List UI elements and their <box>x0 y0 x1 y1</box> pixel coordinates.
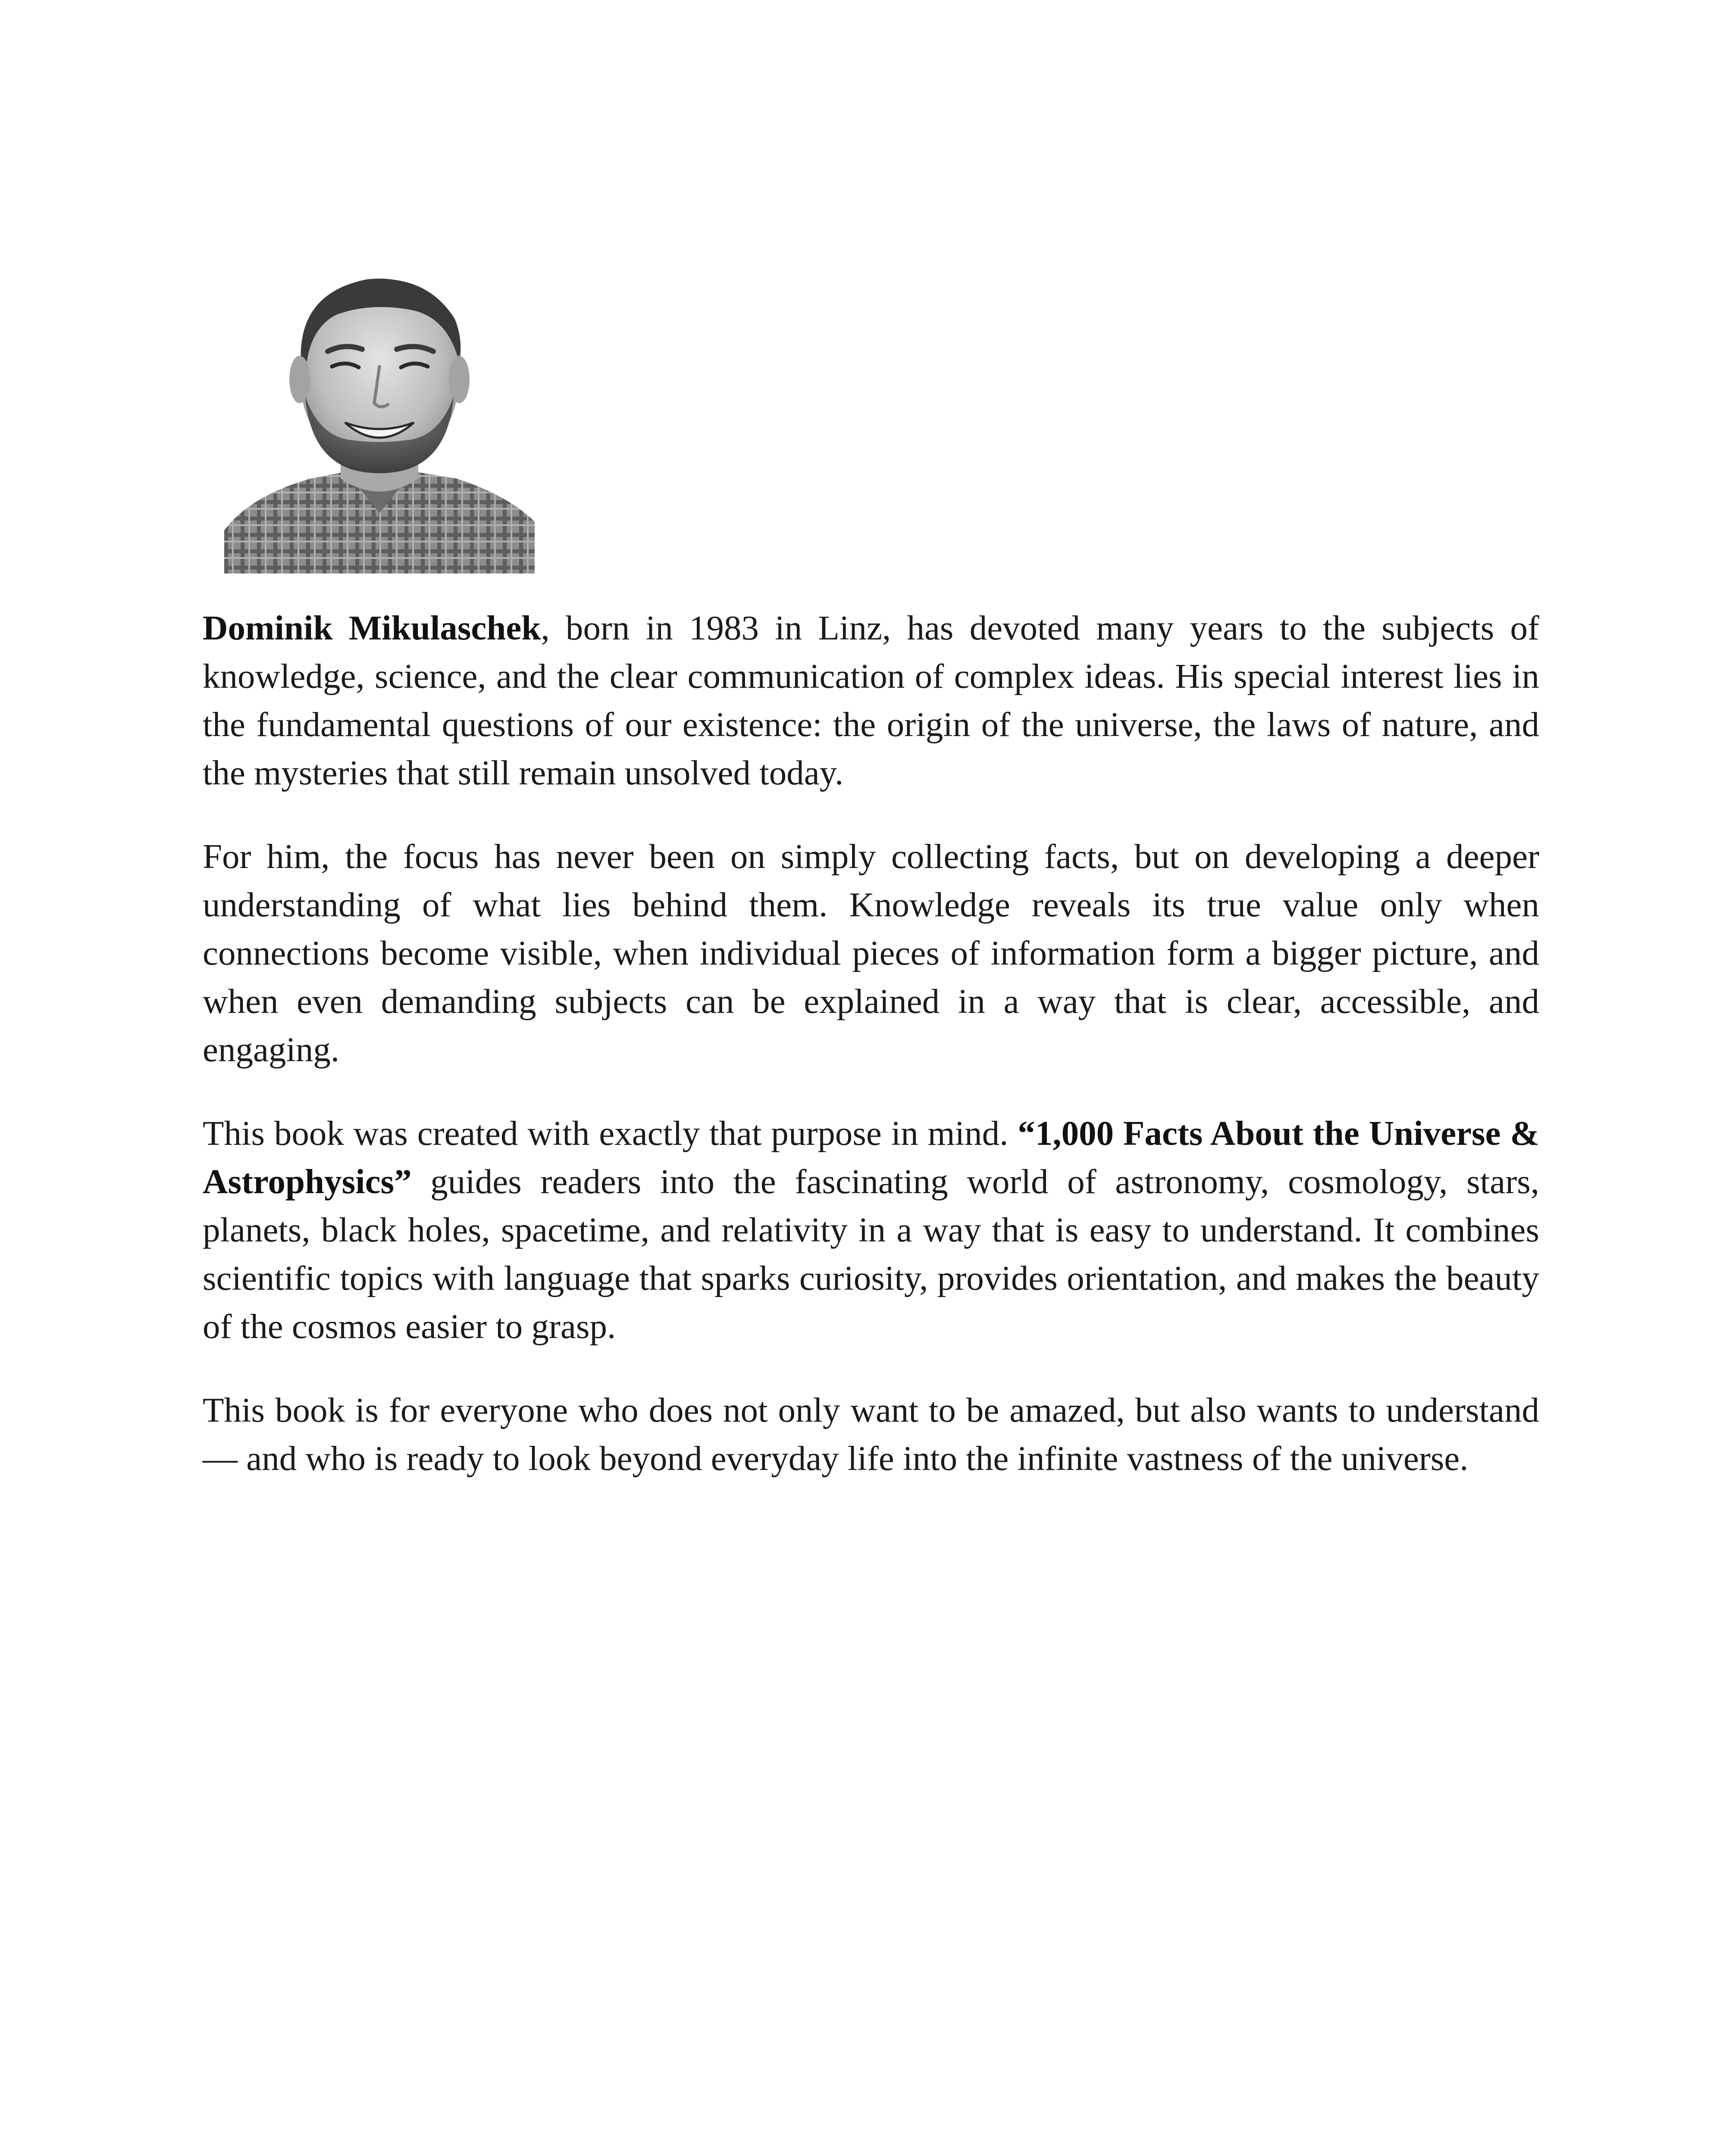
bio-paragraph-2: For him, the focus has never been on simply collecting facts, but on developing a deeper understanding of what lies behind them. Knowledge reveals its true value only when connections become visible, when individual pieces of information form a bigger picture, and when even demanding subjects can be explained in a way that is clear, accessible, and engaging. <box>203 837 1539 1069</box>
bio-paragraph-1-text: , born in 1983 in Linz, has devoted many years to the subjects of knowledge, science, and the clear communication of complex ideas. His special interest lies in the fundamental questions of our existence: the origin of the universe, the laws of nature, and the mysteries that still remain unsolved today. <box>203 608 1540 792</box>
book-title: “1,000 Facts About the Universe & Astrophysics” <box>203 1114 1539 1201</box>
bio-paragraph-1 <box>203 604 1539 797</box>
author-bio <box>203 604 1539 1518</box>
bio-paragraph-3-lead: This book was created with exactly that purpose in mind. <box>203 1114 1018 1153</box>
bio-paragraph-4: This book is for everyone who does not only want to be amazed, but also wants to understand — and who is ready to look beyond everyday life into the infinite vastness of the universe. <box>203 1391 1539 1478</box>
bio-paragraph-3-text: guides readers into the fascinating world of astronomy, cosmology, stars, planets, black holes, spacetime, and relativity in a way that is easy to understand. It combines scientific topics with language that sparks curiosity, provides orientation, and makes the beauty of the cosmos easier to grasp. <box>203 1162 1539 1346</box>
bio-paragraph-3 <box>203 1109 1539 1351</box>
author-name: Dominik Mikulaschek <box>203 608 541 647</box>
author-photo <box>224 254 535 573</box>
author-photo-icon <box>224 254 535 573</box>
